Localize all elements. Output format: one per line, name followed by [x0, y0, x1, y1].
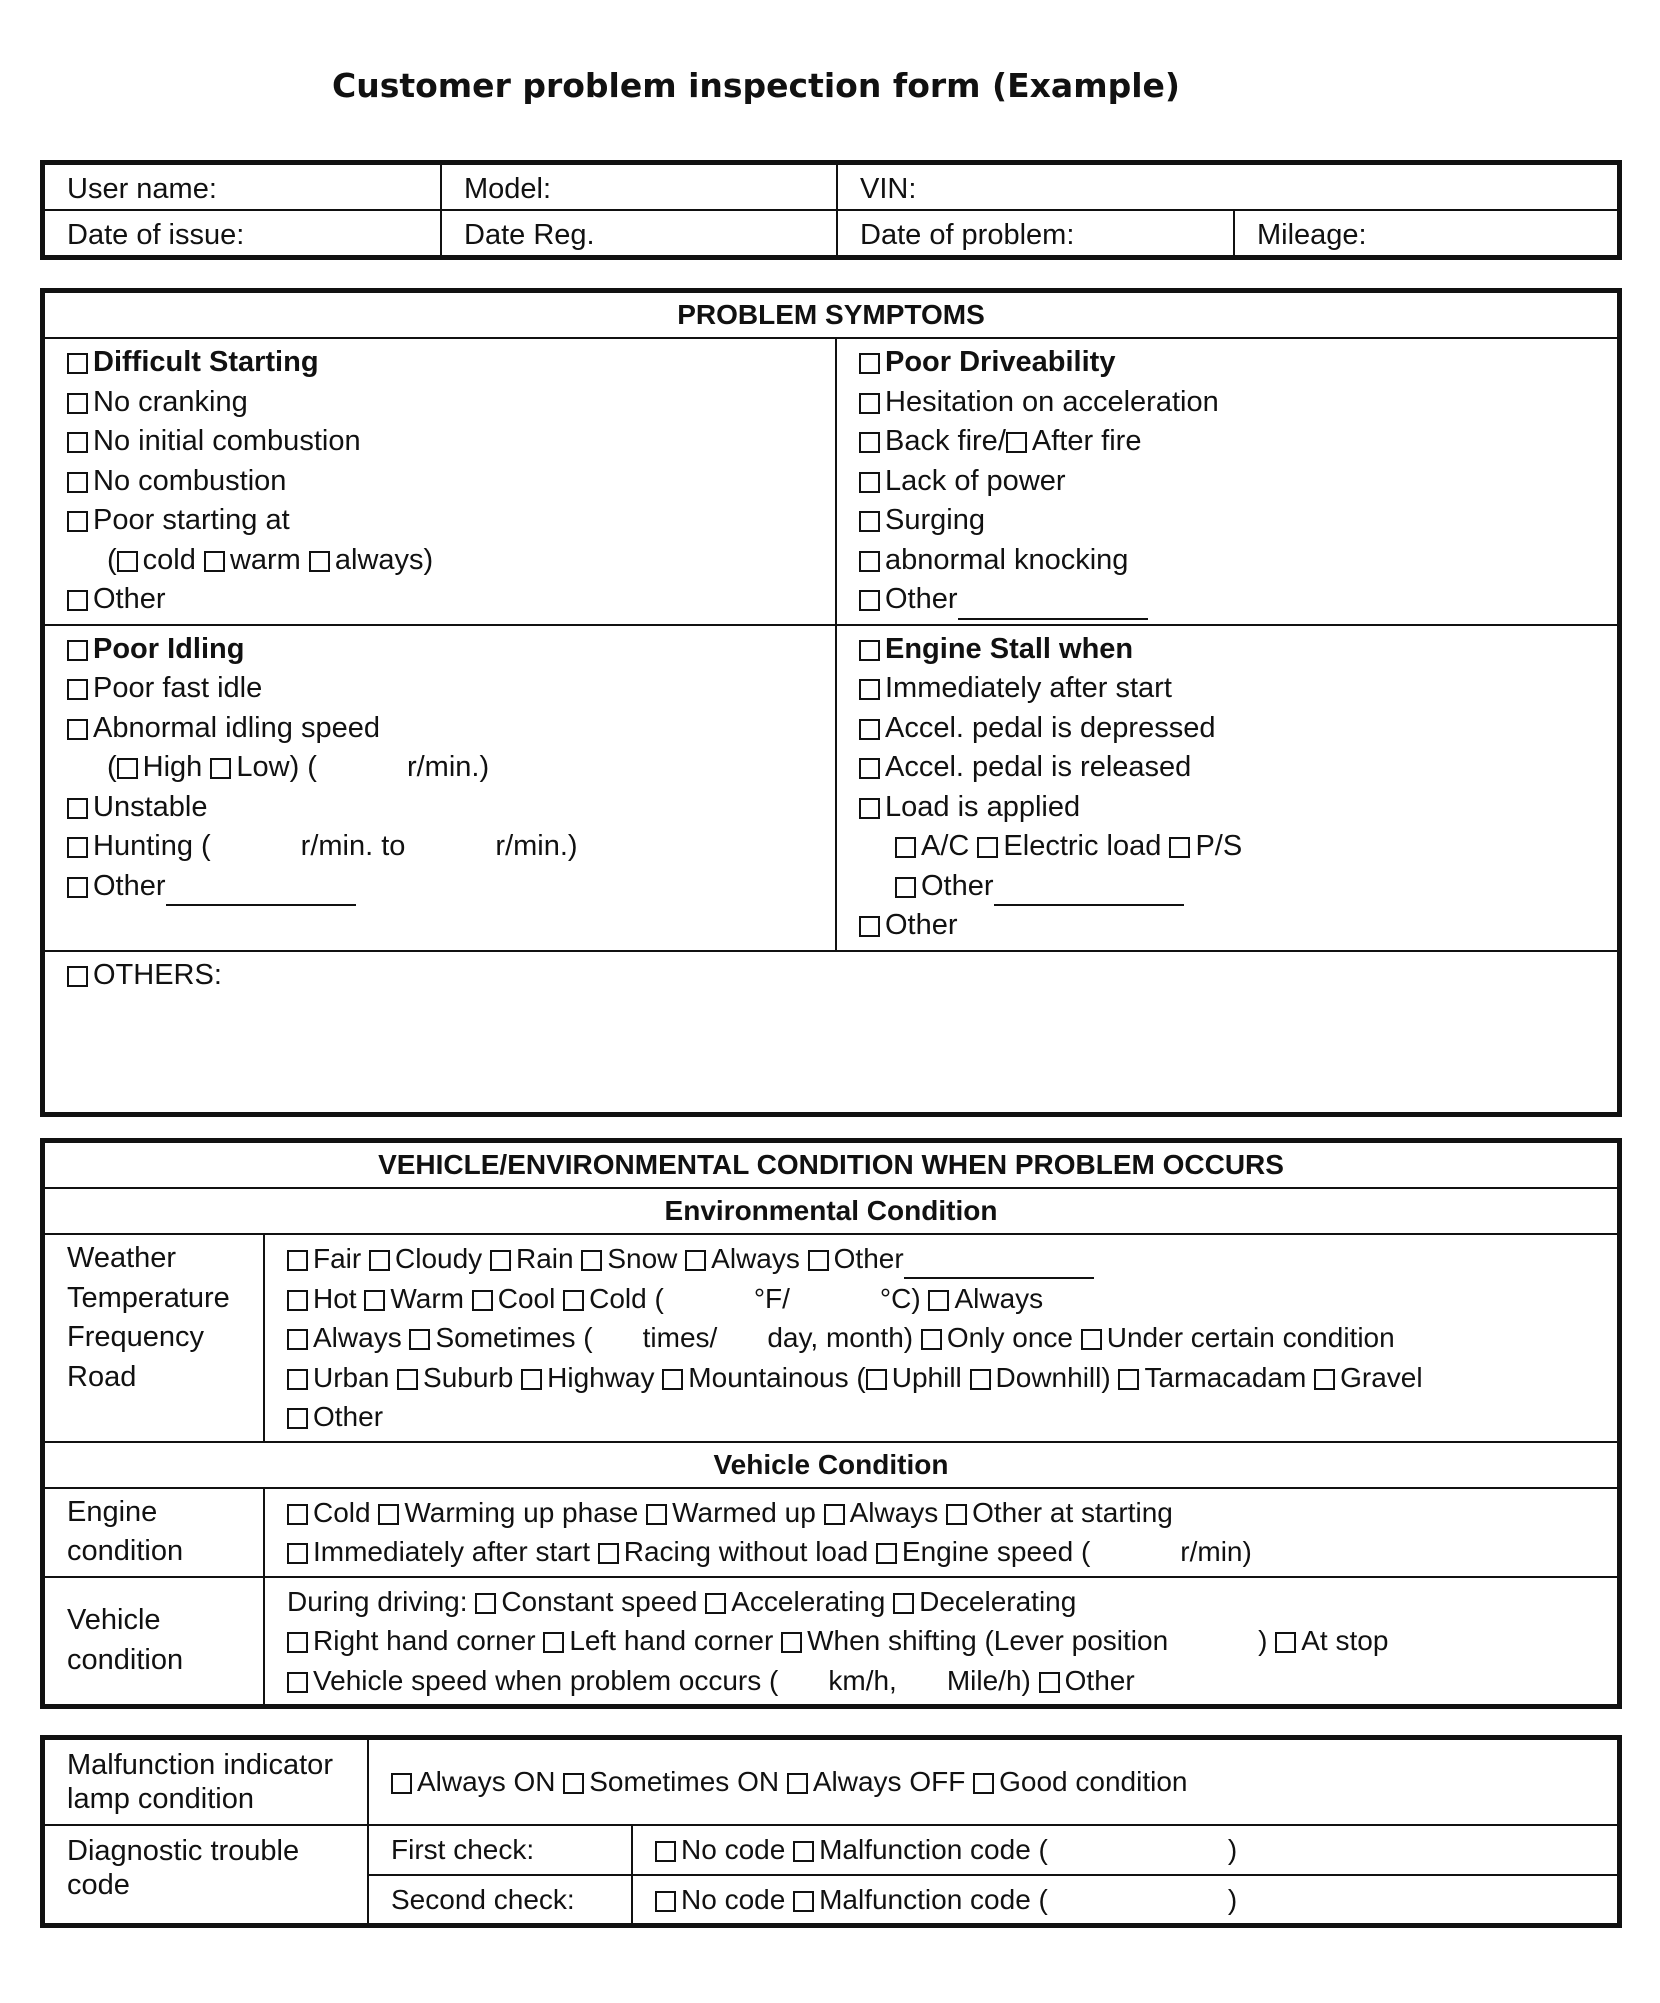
checkbox[interactable] [1039, 1672, 1060, 1693]
user-name-field[interactable]: User name: [44, 164, 441, 210]
checkbox[interactable] [646, 1504, 667, 1525]
road-other-row: Other [287, 1397, 1617, 1437]
checkbox[interactable] [287, 1504, 308, 1525]
checkbox[interactable] [859, 719, 880, 740]
environmental-labels: Weather Temperature Frequency Road [44, 1234, 264, 1442]
checkbox[interactable] [287, 1369, 308, 1390]
checkbox[interactable] [397, 1369, 418, 1390]
checkbox[interactable] [287, 1543, 308, 1564]
checkbox[interactable] [859, 590, 880, 611]
checkbox[interactable] [1006, 432, 1027, 453]
checkbox[interactable] [808, 1250, 829, 1271]
checkbox[interactable] [67, 877, 88, 898]
mil-label: Malfunction indicator lamp condition [44, 1739, 368, 1825]
checkbox[interactable] [204, 551, 225, 572]
checkbox[interactable] [859, 511, 880, 532]
checkbox[interactable] [876, 1543, 897, 1564]
checkbox[interactable] [67, 837, 88, 858]
checkbox[interactable] [859, 640, 880, 661]
checkbox[interactable] [472, 1290, 493, 1311]
checkbox[interactable] [67, 393, 88, 414]
checkbox[interactable] [67, 798, 88, 819]
checkbox[interactable] [67, 966, 88, 987]
checkbox[interactable] [946, 1504, 967, 1525]
checkbox[interactable] [793, 1841, 814, 1862]
checkbox[interactable] [378, 1504, 399, 1525]
mileage-field[interactable]: Mileage: [1234, 210, 1618, 256]
checkbox[interactable] [781, 1632, 802, 1653]
checkbox[interactable] [563, 1773, 584, 1794]
checkbox[interactable] [793, 1891, 814, 1912]
road-row: Urban Suburb Highway Mountainous ( Uphill Downhill) Tarmacadam Gravel [287, 1358, 1617, 1398]
checkbox[interactable] [409, 1329, 430, 1350]
checkbox[interactable] [117, 551, 138, 572]
checkbox[interactable] [859, 679, 880, 700]
checkbox[interactable] [977, 837, 998, 858]
checkbox[interactable] [287, 1408, 308, 1429]
date-of-issue-field[interactable]: Date of issue: [44, 210, 441, 256]
vehicle-heading: Vehicle Condition [44, 1442, 1618, 1488]
fill-line[interactable] [166, 880, 356, 906]
checkbox[interactable] [543, 1632, 564, 1653]
conditions-table [40, 1138, 1622, 1709]
checkbox[interactable] [67, 719, 88, 740]
second-check-label: Second check: [368, 1875, 632, 1925]
vehicle-condition-label: Vehicle condition [44, 1577, 264, 1706]
environmental-heading: Environmental Condition [44, 1188, 1618, 1234]
mil-options: Always ON Sometimes ON Always OFF Good condition [368, 1739, 1618, 1825]
checkbox[interactable] [67, 679, 88, 700]
checkbox[interactable] [521, 1369, 542, 1390]
checkbox[interactable] [287, 1672, 308, 1693]
poor-driveability-group: Poor Driveability Hesitation on acceleration Back fire/ After fire Lack of power Surging abnormal knocking Other [836, 338, 1618, 625]
checkbox[interactable] [895, 837, 916, 858]
checkbox[interactable] [859, 758, 880, 779]
checkbox[interactable] [1314, 1369, 1335, 1390]
engine-condition-label: Engine condition [44, 1488, 264, 1577]
checkbox[interactable] [859, 798, 880, 819]
engine-condition-options: Cold Warming up phase Warmed up Always Other at starting Immediately after start Racing without load Engine speed ( r/min) [264, 1488, 1618, 1577]
frequency-row: Always Sometimes ( times/ day, month) Only once Under certain condition [287, 1318, 1617, 1358]
checkbox[interactable] [662, 1369, 683, 1390]
checkbox[interactable] [369, 1250, 390, 1271]
environmental-options [264, 1234, 1618, 1442]
checkbox[interactable] [210, 758, 231, 779]
second-check-options: No code Malfunction code ( ) [632, 1875, 1618, 1925]
checkbox[interactable] [67, 432, 88, 453]
checkbox[interactable] [787, 1773, 808, 1794]
checkbox[interactable] [391, 1773, 412, 1794]
checkbox[interactable] [893, 1593, 914, 1614]
weather-row: Fair Cloudy Rain Snow Always Other [287, 1239, 1617, 1279]
header-info-table [40, 160, 1622, 260]
checkbox[interactable] [287, 1290, 308, 1311]
checkbox[interactable] [824, 1504, 845, 1525]
checkbox[interactable] [655, 1891, 676, 1912]
engine-stall-group: Engine Stall when Immediately after start Accel. pedal is depressed Accel. pedal is released Load is applied A/C Electric load P/S Other Other [836, 625, 1618, 951]
checkbox[interactable] [364, 1290, 385, 1311]
checkbox[interactable] [859, 393, 880, 414]
checkbox[interactable] [287, 1250, 308, 1271]
others-field[interactable]: OTHERS: [44, 951, 1618, 1113]
checkbox[interactable] [581, 1250, 602, 1271]
vehicle-condition-options: During driving: Constant speed Accelerating Decelerating Right hand corner Left hand corner When shifting (Lever position ) At stop Vehicle speed when problem occurs ( km/h, Mile/h) Other [264, 1577, 1618, 1706]
checkbox[interactable] [1081, 1329, 1102, 1350]
checkbox[interactable] [655, 1841, 676, 1862]
symptoms-heading: PROBLEM SYMPTOMS [44, 292, 1618, 338]
fill-line[interactable] [994, 880, 1184, 906]
checkbox[interactable] [475, 1593, 496, 1614]
first-check-label: First check: [368, 1825, 632, 1875]
problem-symptoms-table [40, 288, 1622, 1117]
dtc-label: Diagnostic trouble code [44, 1825, 368, 1924]
checkbox[interactable] [859, 916, 880, 937]
date-of-problem-field[interactable]: Date of problem: [837, 210, 1234, 256]
checkbox[interactable] [970, 1369, 991, 1390]
checkbox[interactable] [928, 1290, 949, 1311]
conditions-heading: VEHICLE/ENVIRONMENTAL CONDITION WHEN PROBLEM OCCURS [44, 1142, 1618, 1188]
checkbox[interactable] [1169, 837, 1190, 858]
checkbox[interactable] [287, 1632, 308, 1653]
checkbox[interactable] [859, 551, 880, 572]
checkbox[interactable] [490, 1250, 511, 1271]
checkbox[interactable] [859, 472, 880, 493]
checkbox[interactable] [598, 1543, 619, 1564]
diagnostic-table [40, 1735, 1622, 1928]
checkbox[interactable] [859, 432, 880, 453]
date-reg-field[interactable]: Date Reg. [441, 210, 837, 256]
checkbox[interactable] [1118, 1369, 1139, 1390]
page-title: Customer problem inspection form (Example) [332, 66, 1180, 105]
fill-line[interactable] [958, 594, 1148, 620]
checkbox[interactable] [859, 353, 880, 374]
vin-field[interactable]: VIN: [837, 164, 1618, 210]
checkbox[interactable] [866, 1369, 887, 1390]
fill-line[interactable] [904, 1253, 1094, 1279]
poor-idling-group: Poor Idling Poor fast idle Abnormal idling speed ( High Low) ( r/min.) Unstable Hunting ( r/min. to r/min.) Other [44, 625, 836, 951]
difficult-starting-group: Difficult Starting No cranking No initial combustion No combustion Poor starting at ( cold warm always) Other [44, 338, 836, 625]
checkbox[interactable] [563, 1290, 584, 1311]
checkbox[interactable] [705, 1593, 726, 1614]
temperature-row: Hot Warm Cool Cold ( °F/ °C) Always [287, 1279, 1617, 1319]
checkbox[interactable] [117, 758, 138, 779]
checkbox[interactable] [67, 511, 88, 532]
checkbox[interactable] [895, 877, 916, 898]
checkbox[interactable] [287, 1329, 308, 1350]
checkbox[interactable] [309, 551, 330, 572]
checkbox[interactable] [67, 472, 88, 493]
model-field[interactable]: Model: [441, 164, 837, 210]
checkbox[interactable] [67, 590, 88, 611]
checkbox[interactable] [973, 1773, 994, 1794]
checkbox[interactable] [1275, 1632, 1296, 1653]
checkbox[interactable] [67, 353, 88, 374]
checkbox[interactable] [921, 1329, 942, 1350]
checkbox[interactable] [685, 1250, 706, 1271]
checkbox[interactable] [67, 640, 88, 661]
first-check-options: No code Malfunction code ( ) [632, 1825, 1618, 1875]
